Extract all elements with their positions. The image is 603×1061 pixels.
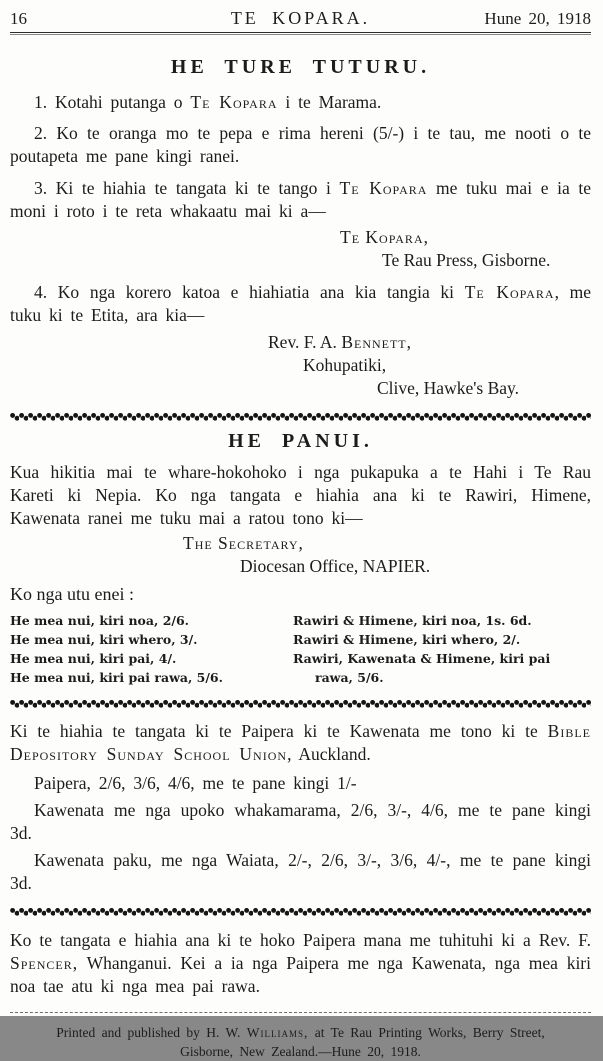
price-list (10, 611, 591, 687)
imprint-line-2: Gisborne, New Zealand.—Hune 20, 1918. (180, 1044, 421, 1059)
bible-item-1: Paipera, 2/6, 3/6, 4/6, me te pane kingi 1/- (34, 773, 357, 793)
rule-item-1: 1. Kotahi putanga o Te Kopara i te Marama. (34, 92, 382, 112)
rule-item-3: 3. Ki te hiahia te tangata ki te tango i Te Kopara me tuku mai e ia te moni i roto i te reta whakaatu mai ki a— (10, 178, 591, 221)
bible-item-2: Kawenata me nga upoko whakamarama, 2/6, 3/-, 4/6, me te pane kingi 3d. (10, 800, 591, 843)
masthead (10, 8, 591, 29)
price-column-left (10, 611, 293, 687)
price-item: He mea nui, kiri pai rawa, 5/6. (10, 670, 223, 685)
issue-date: Hune 20, 1918 (484, 9, 591, 28)
footer-rule (10, 1012, 591, 1013)
price-item: Rawiri & Himene, kiri noa, 1s. 6d. (293, 613, 532, 628)
secretary-address-line-1: The Secretary, (183, 533, 304, 553)
publisher-address-line-1: Te Kopara, (340, 227, 429, 247)
secretary-address-line-2: Diocesan Office, NAPIER. (240, 556, 431, 576)
price-item: Rawiri & Himene, kiri whero, 2/. (293, 632, 521, 647)
price-item: He mea nui, kiri whero, 3/. (10, 632, 198, 647)
editor-address-line-1: Rev. F. A. Bennett, (268, 332, 413, 352)
publication-title: TE KOPARA. (230, 8, 371, 28)
editor-address-line-3: Clive, Hawke's Bay. (377, 378, 519, 398)
imprint-line-1: Printed and published by H. W. Williams, at Te Rau Printing Works, Berry Street, (56, 1025, 545, 1040)
masthead-rule (10, 32, 591, 33)
publisher-address-line-2: Te Rau Press, Gisborne. (382, 250, 551, 270)
prices-label: Ko nga utu enei : (10, 584, 134, 604)
bead-divider (10, 413, 591, 421)
spencer-paragraph: Ko te tangata e hiahia ana ki te hoko Paipera mana me tuhituhi ki a Rev. F. Spencer, Whanganui. Kei a ia nga Paipera me nga Kawenata, nga mea kiri noa tae atu ki nga mea pai rawa. (10, 930, 591, 996)
section-heading-ture: HE TURE TUTURU. (170, 56, 431, 78)
bead-divider (10, 908, 591, 916)
bible-item-3: Kawenata paku, me nga Waiata, 2/-, 2/6, 3/-, 3/6, 4/-, me te pane kingi 3d. (10, 850, 591, 893)
rule-item-2: 2. Ko te oranga mo te pepa e rima hereni (5/-) i te tau, me nooti o te poutapeta me pane kingi ranei. (10, 123, 591, 166)
bead-divider (10, 700, 591, 708)
price-item: He mea nui, kiri noa, 2/6. (10, 613, 190, 628)
imprint (10, 1023, 591, 1061)
editor-address-line-2: Kohupatiki, (303, 355, 387, 375)
rule-item-4: 4. Ko nga korero katoa e hiahiatia ana kia tangia ki Te Kopara, me tuku ki te Etita, ara kia— (10, 282, 592, 325)
price-item: Rawiri, Kawenata & Himene, kiri pai rawa, 5/6. (293, 651, 551, 685)
page-number: 16 (10, 9, 27, 28)
section-heading-panui: HE PANUI. (228, 430, 373, 452)
price-column-right (293, 611, 591, 687)
panui-intro-paragraph: Kua hikitia mai te whare-hokohoko i nga pukapuka a te Hahi i Te Rau Kareti ki Nepia. Ko nga tangata e hiahia ana ki te Rawiri, Himene, Kawenata ranei me tuku mai a ratou tono ki— (10, 462, 591, 528)
price-item: He mea nui, kiri pai, 4/. (10, 651, 177, 666)
bible-paragraph: Ki te hiahia te tangata ki te Paipera ki te Kawenata me tono ki te Bible Depository Sunday School Union, Auckland. (10, 721, 591, 764)
